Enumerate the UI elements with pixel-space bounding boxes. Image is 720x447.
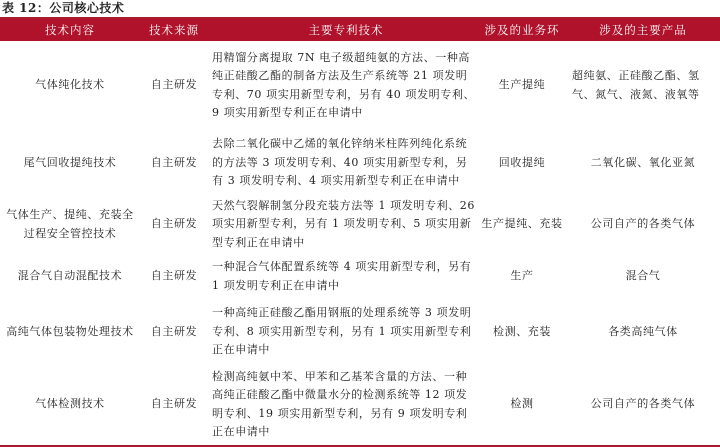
cell-products: 公司自产的各类气体 [590,397,696,411]
cell-business-stage: 回收提纯 [498,155,546,169]
header-business-stage: 涉及的业务环节 [484,23,560,59]
cell-business-stage: 生产提纯 [498,78,546,92]
cell-tech-source: 自主研发 [150,269,198,283]
cell-products: 二氧化碳、氧化亚氮 [590,155,696,169]
cell-tech-source: 自主研发 [150,78,198,92]
cell-tech-source: 自主研发 [150,397,198,411]
table-caption: 表 12：公司核心技术 [2,1,125,15]
header-main-products: 涉及的主要产品 [599,23,687,37]
table-row [0,130,720,196]
header-main-patents: 主要专利技术 [308,23,384,37]
cell-patents: 一种高纯正硅酸乙酯用钢瓶的处理系统等 3 项发明专利、8 项实用新型专利，另有 1 项实用新型专利正在申请中 [212,306,472,357]
table-row [0,300,720,364]
cell-tech-content: 尾气回收提纯技术 [23,155,117,169]
table-header-row [0,19,720,59]
cell-business-stage: 生产提纯、充装 [481,217,563,231]
cell-tech-source: 自主研发 [150,155,198,169]
cell-products: 超纯氨、正硅酸乙酯、氢气、氮气、液氮、液氧等 [572,69,700,101]
cell-business-stage: 检测、充装 [493,324,551,338]
header-tech-source: 技术来源 [149,23,199,37]
cell-tech-source: 自主研发 [150,324,198,338]
cell-products: 各类高纯气体 [608,324,678,338]
cell-tech-source: 自主研发 [150,217,198,231]
cell-patents: 检测高纯氨中苯、甲苯和乙基苯含量的方法、一种高纯正硅酸乙酯中微量水分的检测系统等 12 项发明专利、19 项实用新型专利，另有 9 项发明专利正在申请中 [212,369,468,438]
table-row [0,41,720,130]
header-tech-content: 技术内容 [45,23,95,37]
cell-patents: 天然气裂解制氢分段充装方法等 1 项发明专利、26 项实用新型专利，另有 1 项发明专利、5 项实用新型专利正在申请中 [212,198,475,249]
cell-tech-content: 混合气自动混配技术 [17,269,123,283]
cell-business-stage: 检测 [510,397,534,411]
cell-patents: 用精馏分离提取 7N 电子级超纯氨的方法、一种高纯正硅酸乙酯的制备方法及生产系统等 21 项发明专利、70 项实用新型专利，另有 40 项发明专利、9 项实用新型专利正在申请中 [212,50,476,119]
table-row [0,364,720,445]
cell-tech-content: 气体生产、提纯、充装全过程安全管控技术 [6,208,134,240]
table-row [0,196,720,253]
table-row [0,253,720,300]
cell-business-stage: 生产 [510,269,534,283]
cell-tech-content: 气体纯化技术 [35,78,105,92]
cell-tech-content: 气体检测技术 [35,397,105,411]
cell-products: 混合气 [625,269,661,283]
cell-patents: 去除二氧化碳中乙烯的氧化锌纳米柱阵列纯化系统的方法等 3 项发明专利、40 项实用新型专利，另有 3 项发明专利、4 项实用新型专利正在申请中 [212,137,468,188]
cell-patents: 一种混合气体配置系统等 4 项实用新型专利，另有 1 项发明专利正在申请中 [212,260,472,292]
cell-products: 公司自产的各类气体 [590,217,696,231]
cell-tech-content: 高纯气体包装物处理技术 [6,324,134,338]
